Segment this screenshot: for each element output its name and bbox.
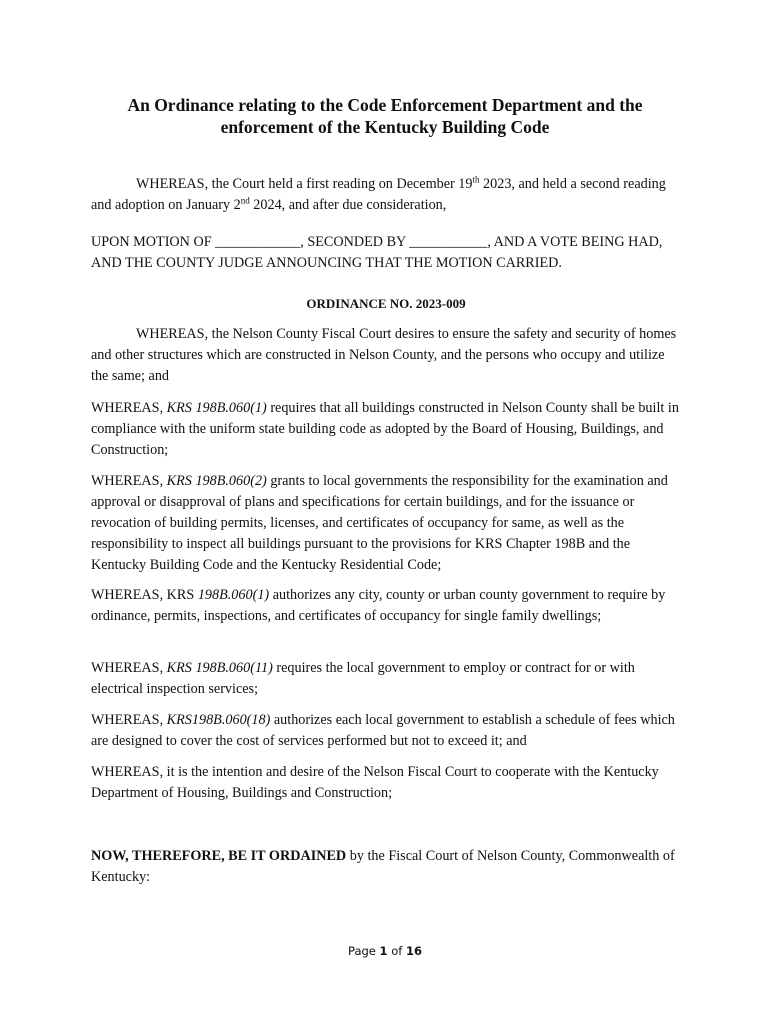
statute-ref: KRS 198B.060(2) xyxy=(166,473,267,489)
document-title xyxy=(90,94,680,138)
reading-text-b: 2023, and held a second reading and adoption on January 2 xyxy=(91,176,666,213)
superscript-th: th xyxy=(472,174,480,185)
now-therefore-paragraph: NOW, THEREFORE, BE IT ORDAINED by the Fiscal Court of Nelson County, Commonwealth of Kentucky: xyxy=(91,848,675,885)
total-pages: 16 xyxy=(405,944,422,958)
whereas-4: WHEREAS, KRS 198B.060(1) authorizes any city, county or urban county government to require by ordinance, permits, inspections, and certificates of occupancy for single family dwellings; xyxy=(91,587,666,624)
statute-ref: 198B.060(1) xyxy=(197,587,270,603)
whereas-3: WHEREAS, KRS 198B.060(2) grants to local governments the responsibility for the examination and approval or disapproval of plans and specifications for certain buildings, and for the issuance or revocation of building permits, licenses, and certificates of occupancy for same, as well as the responsibility to inspect all buildings pursuant to the provisions for KRS Chapter 198B and the Kentucky Building Code and the Kentucky Residential Code; xyxy=(91,473,668,573)
page-footer: Page 1 of 16 xyxy=(348,944,422,958)
statute-ref: KRS 198B.060(1) xyxy=(166,400,267,416)
reading-text-a: WHEREAS, the Court held a first reading on December 19 xyxy=(136,176,473,192)
current-page: 1 xyxy=(379,944,388,958)
title-line-2: enforcement of the Kentucky Building Code xyxy=(220,117,550,137)
reading-text-c: 2024, and after due consideration, xyxy=(249,197,447,213)
ordained-phrase: NOW, THEREFORE, BE IT ORDAINED xyxy=(91,848,347,864)
whereas-2: WHEREAS, KRS 198B.060(1) requires that all buildings constructed in Nelson County shall be built in compliance with the uniform state building code as adopted by the Board of Housing, Buildings, and Construction; xyxy=(91,400,679,458)
title-line-1: An Ordinance relating to the Code Enforcement Department and the xyxy=(127,95,643,115)
ordinance-number: ORDINANCE NO. 2023-009 xyxy=(306,296,466,311)
whereas-6: WHEREAS, KRS198B.060(18) authorizes each local government to establish a schedule of fees which are designed to cover the cost of services performed but not to exceed it; and xyxy=(91,712,675,749)
whereas-1: WHEREAS, the Nelson County Fiscal Court desires to ensure the safety and security of homes and other structures which are constructed in Nelson County, and the persons who occupy and utilize the same; and xyxy=(91,326,677,384)
statute-ref: KRS 198B.060(11) xyxy=(166,660,273,676)
whereas-5: WHEREAS, KRS 198B.060(11) requires the local government to employ or contract for or with electrical inspection services; xyxy=(91,660,635,697)
reading-paragraph xyxy=(91,174,681,216)
statute-ref: KRS198B.060(18) xyxy=(166,712,271,728)
superscript-nd: nd xyxy=(240,195,250,206)
whereas-7: WHEREAS, it is the intention and desire of the Nelson Fiscal Court to cooperate with the Kentucky Department of Housing, Buildings and Construction; xyxy=(91,764,659,801)
motion-paragraph: UPON MOTION OF ____________, SECONDED BY ___________, AND A VOTE BEING HAD, AND THE COUNTY JUDGE ANNOUNCING THAT THE MOTION CARRIED. xyxy=(91,234,663,271)
